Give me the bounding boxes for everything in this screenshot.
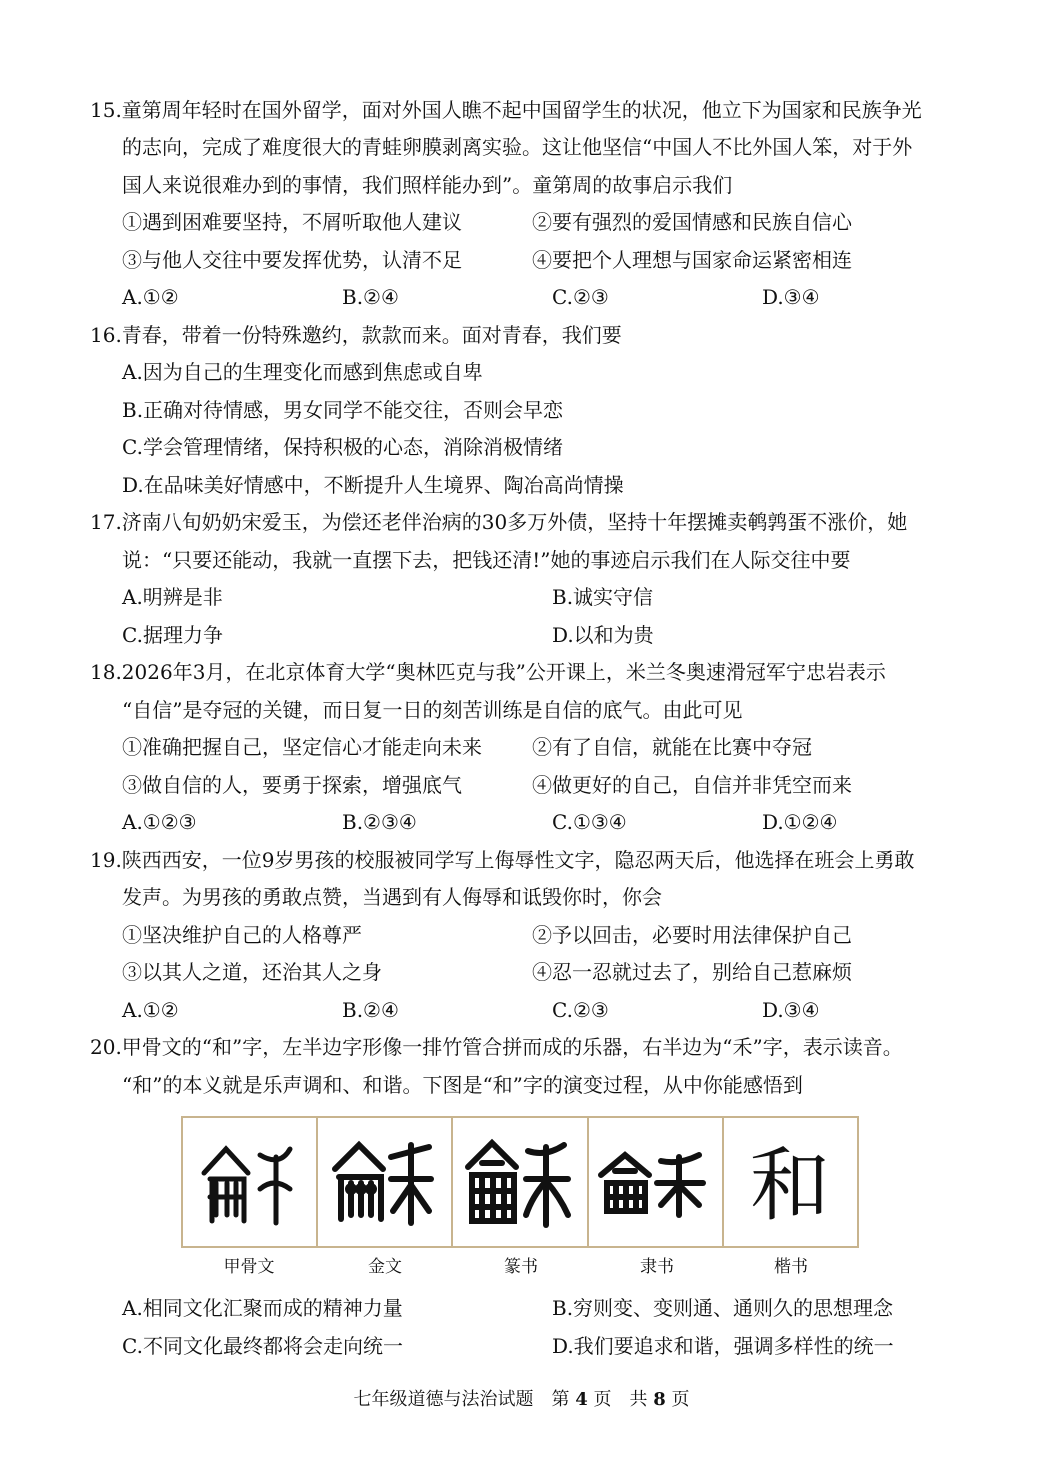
- q20-stem-line1: 20.甲骨文的“和”字，左半边字形像一排竹管合拼而成的乐器，右半边为“禾”字，表示读音。: [90, 1035, 903, 1059]
- q19-option-d: D.③④: [762, 998, 820, 1022]
- footer-page-number: 4: [575, 1389, 588, 1410]
- caption-seal-script: 篆书: [504, 1257, 538, 1277]
- q17-option-d: D.以和为贵: [552, 623, 654, 647]
- q19-stem-line2: 发声。为男孩的勇敢点赞，当遇到有人侮辱和诋毁你时，你会: [122, 885, 662, 909]
- q15-stem-line2: 的志向，完成了难度很大的青蛙卵膜剥离实验。这让他坚信“中国人不比外国人笨，对于外: [122, 135, 913, 159]
- q16-option-c: C.学会管理情绪，保持积极的心态，消除消极情绪: [122, 435, 563, 459]
- q15-statement-3: ③与他人交往中要发挥优势，认清不足: [122, 248, 462, 272]
- oracle-bone-he-glyph: [183, 1118, 318, 1246]
- q17-option-a: A.明辨是非: [122, 585, 223, 609]
- q16-option-a: A.因为自己的生理变化而感到焦虑或自卑: [122, 360, 483, 384]
- q15-stem-line1: 15.童第周年轻时在国外留学，面对外国人瞧不起中国留学生的状况，他立下为国家和民族争光: [90, 98, 922, 122]
- q17-stem-line2: 说：“只要还能动，我就一直摆下去，把钱还清!”她的事迹启示我们在人际交往中要: [122, 548, 851, 572]
- page-footer: [0, 1388, 1043, 1412]
- q15-statement-2: ②要有强烈的爱国情感和民族自信心: [532, 210, 852, 234]
- q19-option-b: B.②④: [342, 998, 399, 1022]
- q20-option-c: C.不同文化最终都将会走向统一: [122, 1334, 403, 1358]
- he-character-evolution-figure: [181, 1116, 859, 1248]
- footer-suffix: 页: [671, 1389, 690, 1410]
- q15-statement-1: ①遇到困难要坚持，不屑听取他人建议: [122, 210, 462, 234]
- q20-stem-line2: “和”的本义就是乐声调和、和谐。下图是“和”字的演变过程，从中你能感悟到: [122, 1073, 803, 1097]
- q15-statement-4: ④要把个人理想与国家命运紧密相连: [532, 248, 852, 272]
- footer-prefix: 七年级道德与法治试题 第: [353, 1389, 570, 1410]
- q19-statement-2: ②予以回击，必要时用法律保护自己: [532, 923, 852, 947]
- bronze-he-glyph: [318, 1118, 453, 1246]
- q20-option-a: A.相同文化汇聚而成的精神力量: [122, 1296, 403, 1320]
- q17-option-b: B.诚实守信: [552, 585, 654, 609]
- q19-statement-4: ④忍一忍就过去了，别给自己惹麻烦: [532, 960, 852, 984]
- q16-stem-line1: 16.青春，带着一份特殊邀约，款款而来。面对青春，我们要: [90, 323, 622, 347]
- caption-regular-script: 楷书: [774, 1257, 808, 1277]
- q15-option-b: B.②④: [342, 285, 399, 309]
- q15-stem-line3: 国人来说很难办到的事情，我们照样能办到”。童第周的故事启示我们: [122, 173, 733, 197]
- q18-statement-1: ①准确把握自己，坚定信心才能走向未来: [122, 735, 482, 759]
- q19-stem-line1: 19.陕西西安，一位9岁男孩的校服被同学写上侮辱性文字，隐忍两天后，他选择在班会上勇敢: [90, 848, 915, 872]
- q19-option-a: A.①②: [122, 998, 179, 1022]
- q20-option-d: D.我们要追求和谐，强调多样性的统一: [552, 1334, 894, 1358]
- regular-script-he-text: 和: [750, 1139, 831, 1232]
- q20-option-b: B.穷则变、变则通、通则久的思想理念: [552, 1296, 894, 1320]
- q19-option-c: C.②③: [552, 998, 609, 1022]
- q18-statement-2: ②有了自信，就能在比赛中夺冠: [532, 735, 812, 759]
- q18-stem-line2: “自信”是夺冠的关键，而日复一日的刻苦训练是自信的底气。由此可见: [122, 698, 743, 722]
- q19-statement-1: ①坚决维护自己的人格尊严: [122, 923, 362, 947]
- q17-option-c: C.据理力争: [122, 623, 223, 647]
- q16-option-d: D.在品味美好情感中，不断提升人生境界、陶冶高尚情操: [122, 473, 624, 497]
- footer-mid: 页 共: [593, 1389, 648, 1410]
- q18-statement-3: ③做自信的人，要勇于探索，增强底气: [122, 773, 462, 797]
- q19-statement-3: ③以其人之道，还治其人之身: [122, 960, 382, 984]
- caption-bronze: 金文: [368, 1257, 402, 1277]
- caption-oracle-bone: 甲骨文: [223, 1257, 275, 1277]
- q18-stem-line1: 18.2026年3月，在北京体育大学“奥林匹克与我”公开课上，米兰冬奥速滑冠军宁忠岩表示: [90, 660, 886, 684]
- q18-option-c: C.①③④: [552, 810, 627, 834]
- q18-statement-4: ④做更好的自己，自信并非凭空而来: [532, 773, 852, 797]
- q18-option-a: A.①②③: [122, 810, 197, 834]
- q18-option-b: B.②③④: [342, 810, 417, 834]
- q16-option-b: B.正确对待情感，男女同学不能交往，否则会早恋: [122, 398, 564, 422]
- clerical-script-he-glyph: [589, 1118, 724, 1246]
- caption-clerical-script: 隶书: [640, 1257, 674, 1277]
- q17-stem-line1: 17.济南八旬奶奶宋爱玉，为偿还老伴治病的30多万外债，坚持十年摆摊卖鹌鹑蛋不涨价，她: [90, 510, 908, 534]
- seal-script-he-glyph: [453, 1118, 588, 1246]
- q15-option-a: A.①②: [122, 285, 179, 309]
- footer-total-pages: 8: [653, 1389, 666, 1410]
- q15-option-c: C.②③: [552, 285, 609, 309]
- q15-option-d: D.③④: [762, 285, 820, 309]
- regular-script-he-glyph: [724, 1118, 857, 1246]
- q18-option-d: D.①②④: [762, 810, 838, 834]
